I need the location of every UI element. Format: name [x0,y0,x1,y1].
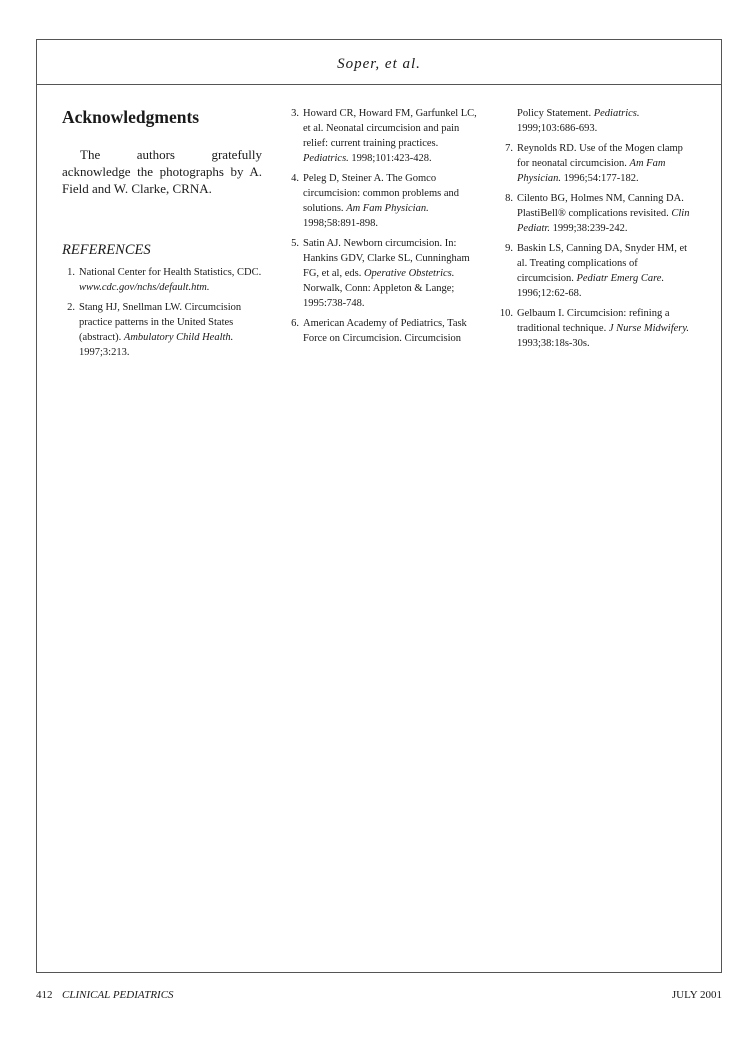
reference-number: 7 . [494,141,513,156]
reference-number: 2 . [56,300,75,315]
acknowledgments-text: The authors gratefully acknowledge the photographs by A. Field and W. Clarke, CRNA. [62,147,262,196]
references-list-col3 [500,106,697,351]
issue-date: JULY 2001 [671,989,722,1001]
references-list-col1 [62,265,262,360]
references-list-col2 [286,106,482,346]
reference-item: 10 . Gelbaum I. Circumcision: refining a traditional technique. J Nurse Midwifery. 1993;38:18s-30s. [500,306,697,351]
reference-number: 9 . [494,241,513,256]
running-head: Soper, et al. [37,40,721,85]
reference-item: 2 . Stang HJ, Snellman LW. Circumcision practice patterns in the United States (abstract). Ambulatory Child Health. 1997;3:213. [62,300,262,360]
reference-item: 6 . American Academy of Pediatrics, Task Force on Circumcision. Circumcision [286,316,482,346]
reference-number: 6 . [280,316,299,331]
reference-item: 8 . Cilento BG, Holmes NM, Canning DA. PlastiBell® complications revisited. Clin Pediatr. 1999;38:239-242. [500,191,697,236]
column-2 [286,106,482,351]
reference-item-continued: Policy Statement. Pediatrics. 1999;103:686-693. [517,108,640,134]
reference-item: 7 . Reynolds RD. Use of the Mogen clamp for neonatal circumcision. Am Fam Physician. 1996;54:177-182. [500,141,697,186]
reference-item: 1 . National Center for Health Statistics, CDC. www.cdc.gov/nchs/default.htm. [62,265,262,295]
reference-item: 3 . Howard CR, Howard FM, Garfunkel LC, et al. Neonatal circumcision and pain relief: current training practices. Pediatrics. 1998;101:423-428. [286,106,482,166]
reference-number: 3 . [280,106,299,121]
reference-number: 5 . [280,236,299,251]
column-1 [62,106,262,365]
reference-item: 9 . Baskin LS, Canning DA, Snyder HM, et al. Treating complications of circumcision. Pediatr Emerg Care. 1996;12:62-68. [500,241,697,301]
reference-number: 4 . [280,171,299,186]
reference-number: 10 . [494,306,513,321]
column-3 [500,106,697,356]
reference-item: 5 . Satin AJ. Newborn circumcision. In: Hankins GDV, Clarke SL, Cunningham FG, et al, eds. Operative Obstetrics. Norwalk, Conn: Appleton & Lange; 1995:738-748. [286,236,482,311]
journal-name: CLINICAL PEDIATRICS [62,989,174,1001]
acknowledgments-heading: Acknowledgments [62,107,200,127]
reference-item: 4 . Peleg D, Steiner A. The Gomco circumcision: common problems and solutions. Am Fam Physician. 1998;58:891-898. [286,171,482,231]
page-number: 412 [36,989,53,1001]
references-heading: REFERENCES [62,242,151,258]
reference-number: 8 . [494,191,513,206]
reference-number: 1 . [56,265,75,280]
